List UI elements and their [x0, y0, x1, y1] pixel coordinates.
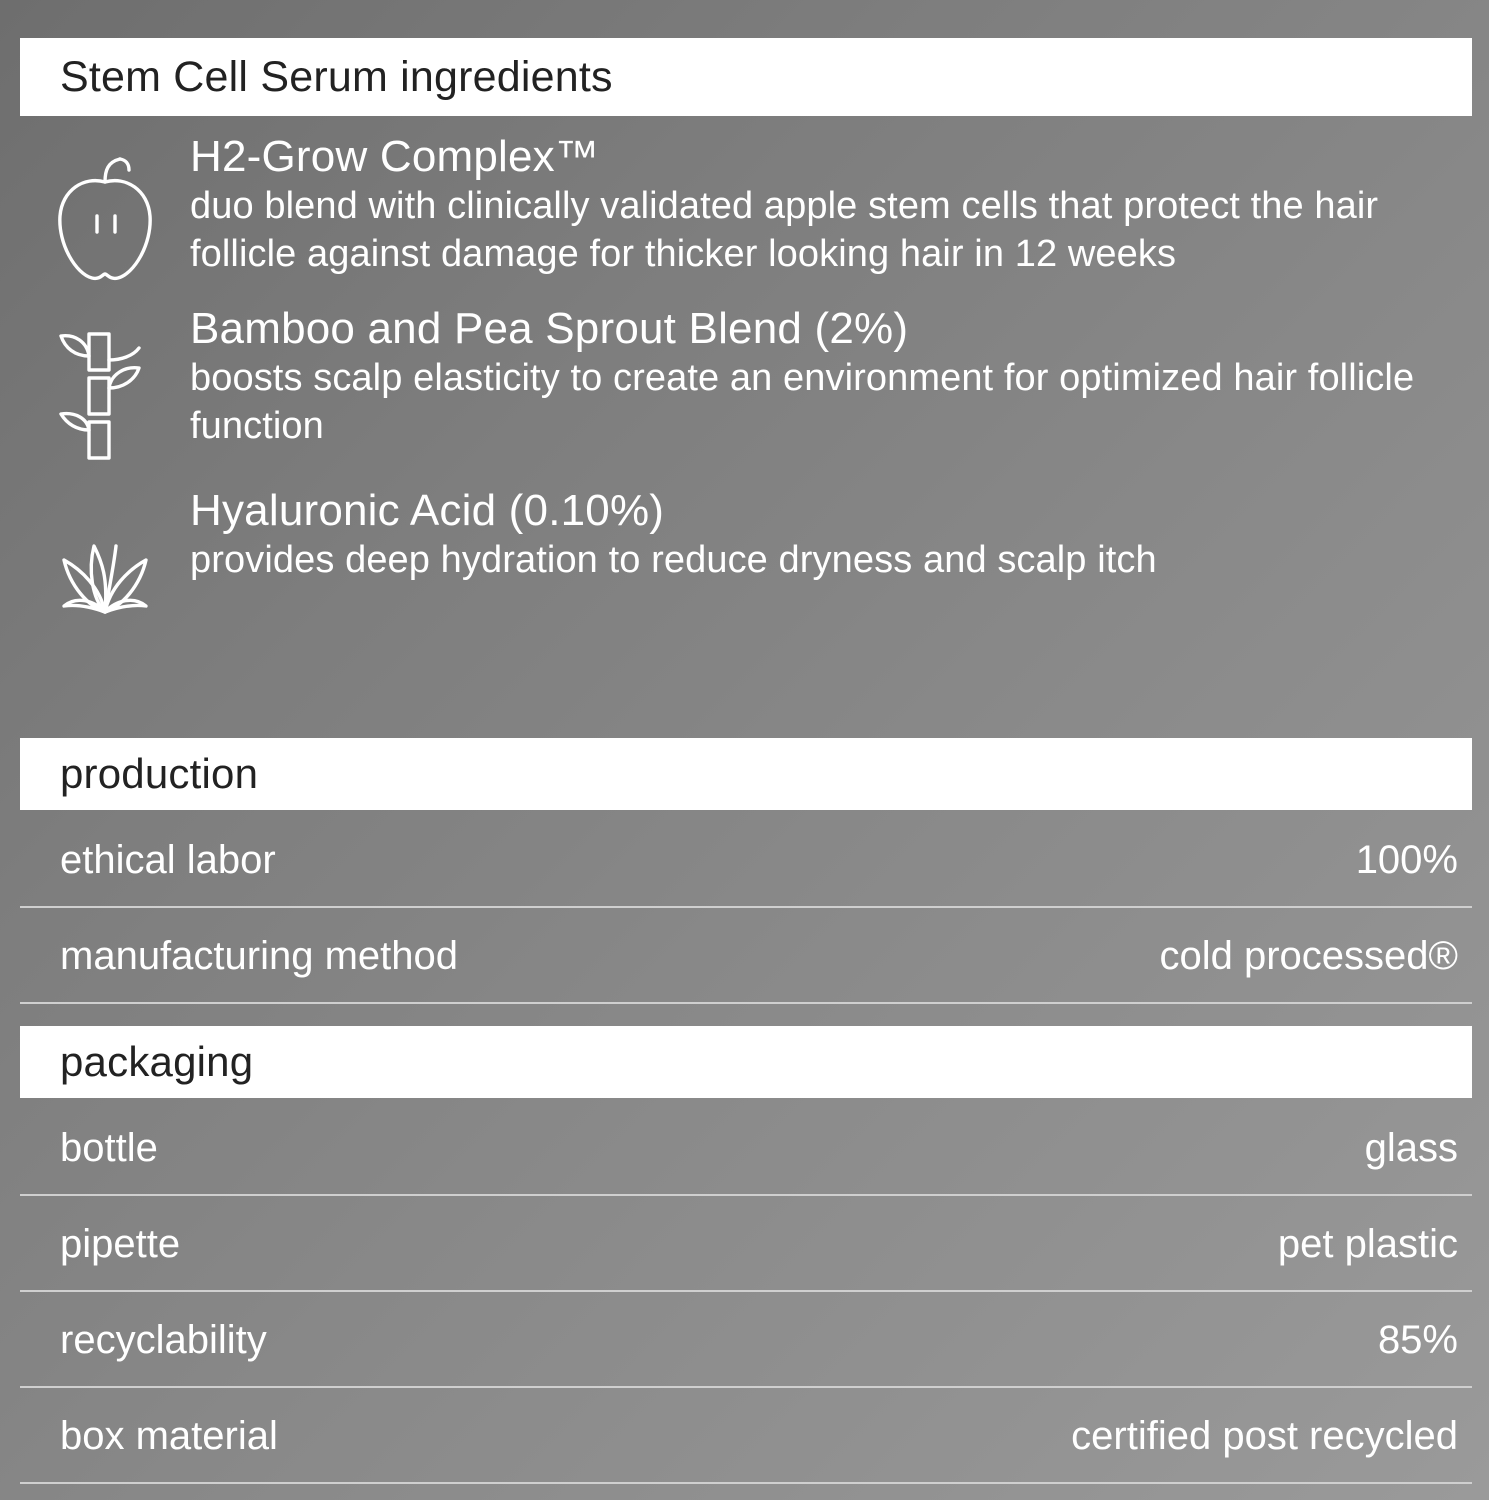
table-row	[20, 1292, 1472, 1388]
spec-value: certified post recycled	[1071, 1414, 1458, 1458]
table-row	[20, 1100, 1472, 1196]
ingredient-description: boosts scalp elasticity to create an environment for optimized hair follicle function	[190, 357, 1415, 448]
list-item	[20, 486, 1472, 620]
table-row	[20, 1388, 1472, 1484]
packaging-header-band	[20, 1026, 1472, 1098]
spec-key: manufacturing method	[60, 934, 459, 978]
spec-key: recyclability	[60, 1318, 267, 1362]
packaging-spec-list	[20, 1100, 1472, 1484]
ingredient-title: Bamboo and Pea Sprout Blend (2%)	[190, 304, 909, 353]
ingredient-title: H2-Grow Complex™	[190, 132, 600, 181]
apple-icon	[20, 132, 190, 286]
packaging-title: packaging	[60, 1038, 254, 1085]
ingredient-description: provides deep hydration to reduce dryness and scalp itch	[190, 539, 1157, 582]
spec-value: glass	[1364, 1126, 1458, 1170]
spec-key: pipette	[60, 1222, 181, 1266]
production-header-band	[20, 738, 1472, 810]
spec-key: box material	[60, 1414, 278, 1458]
ingredients-header-band	[20, 38, 1472, 116]
ingredient-description: duo blend with clinically validated apple stem cells that protect the hair follicle against damage for thicker looking hair in 12 weeks	[190, 185, 1379, 276]
bamboo-icon	[20, 304, 190, 468]
ingredients-list	[20, 132, 1472, 638]
spec-value: cold processed®	[1159, 934, 1458, 978]
spec-value: 85%	[1377, 1318, 1458, 1362]
production-spec-list	[20, 812, 1472, 1004]
aloe-leaf-icon	[20, 486, 190, 620]
spec-value: 100%	[1355, 838, 1458, 882]
spec-value: pet plastic	[1277, 1222, 1458, 1266]
list-item	[20, 132, 1472, 286]
table-row	[20, 908, 1472, 1004]
table-row	[20, 812, 1472, 908]
ingredient-title: Hyaluronic Acid (0.10%)	[190, 486, 665, 535]
list-item	[20, 304, 1472, 468]
production-title: production	[60, 750, 259, 797]
spec-key: ethical labor	[60, 838, 276, 882]
spec-key: bottle	[60, 1126, 158, 1170]
table-row	[20, 1196, 1472, 1292]
page-title: Stem Cell Serum ingredients	[60, 52, 613, 101]
